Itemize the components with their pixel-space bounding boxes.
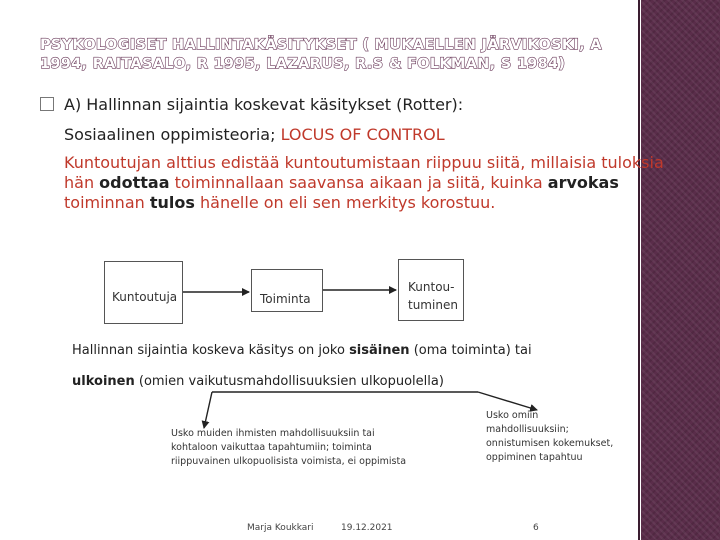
external-note-line: riippuvainen ulkopuolisista voimista, ei oppimista xyxy=(171,456,407,467)
footer-author: Marja Koukkari xyxy=(247,523,314,533)
locus-line-1-suffix: (oma toiminta) tai xyxy=(409,343,532,358)
internal-note-line: oppiminen tapahtuu xyxy=(486,452,583,463)
locus-line-2-suffix: (omien vaikutusmahdollisuuksien ulkopuolella) xyxy=(134,374,444,389)
internal-note-line: Usko omiin xyxy=(486,410,539,421)
slide-title: PSYKOLOGISET HALLINTAKÄSITYKSET ( MUKAELLEN JÄRVIKOSKI, A 1994, RAITASALO, R 1995, LAZARUS, R.S & FOLKMAN, S 1984) xyxy=(40,37,602,72)
keyword-sisainen: sisäinen xyxy=(349,343,410,358)
keyword-tulos: tulos xyxy=(149,193,195,212)
arrow-to-external-note xyxy=(204,392,212,428)
body-text-2: toiminnallaan saavansa aikaan ja siitä, kuinka xyxy=(169,173,548,192)
box-label-tuminen: tuminen xyxy=(408,298,458,312)
keyword-ulkoinen: ulkoinen xyxy=(72,374,135,389)
internal-note-line: mahdollisuuksiin; xyxy=(486,424,569,435)
locus-of-control-label: LOCUS OF CONTROL xyxy=(280,125,445,144)
body-text-1: Kuntoutujan alttius edistää kuntoutumistaan riippuu siitä, millaisia tuloksia hän xyxy=(64,153,664,192)
internal-note-line: onnistumisen kokemukset, xyxy=(486,438,614,449)
external-note-line: kohtaloon vaikuttaa tapahtumiin; toiminta xyxy=(171,442,372,453)
box-label-kuntoutuja: Kuntoutuja xyxy=(112,290,178,304)
bullet-text: A) Hallinnan sijaintia koskevat käsitykset (Rotter): xyxy=(64,95,464,114)
locus-line-1-prefix: Hallinnan sijaintia koskeva käsitys on joko xyxy=(72,343,350,358)
keyword-odottaa: odottaa xyxy=(99,173,170,192)
arrow-to-internal-note xyxy=(478,392,537,410)
box-label-toiminta: Toiminta xyxy=(260,292,311,306)
footer-date: 19.12.2021 xyxy=(341,523,393,533)
body-text-4: hänelle on eli sen merkitys korostuu. xyxy=(194,193,496,212)
body-text-3: toiminnan xyxy=(64,193,150,212)
keyword-arvokas: arvokas xyxy=(547,173,619,192)
external-note-line: Usko muiden ihmisten mahdollisuuksiin tai xyxy=(171,428,375,439)
box-label-kuntou: Kuntou- xyxy=(408,280,455,294)
footer-page-number: 6 xyxy=(533,523,539,533)
theory-prefix: Sosiaalinen oppimisteoria; xyxy=(64,125,281,144)
